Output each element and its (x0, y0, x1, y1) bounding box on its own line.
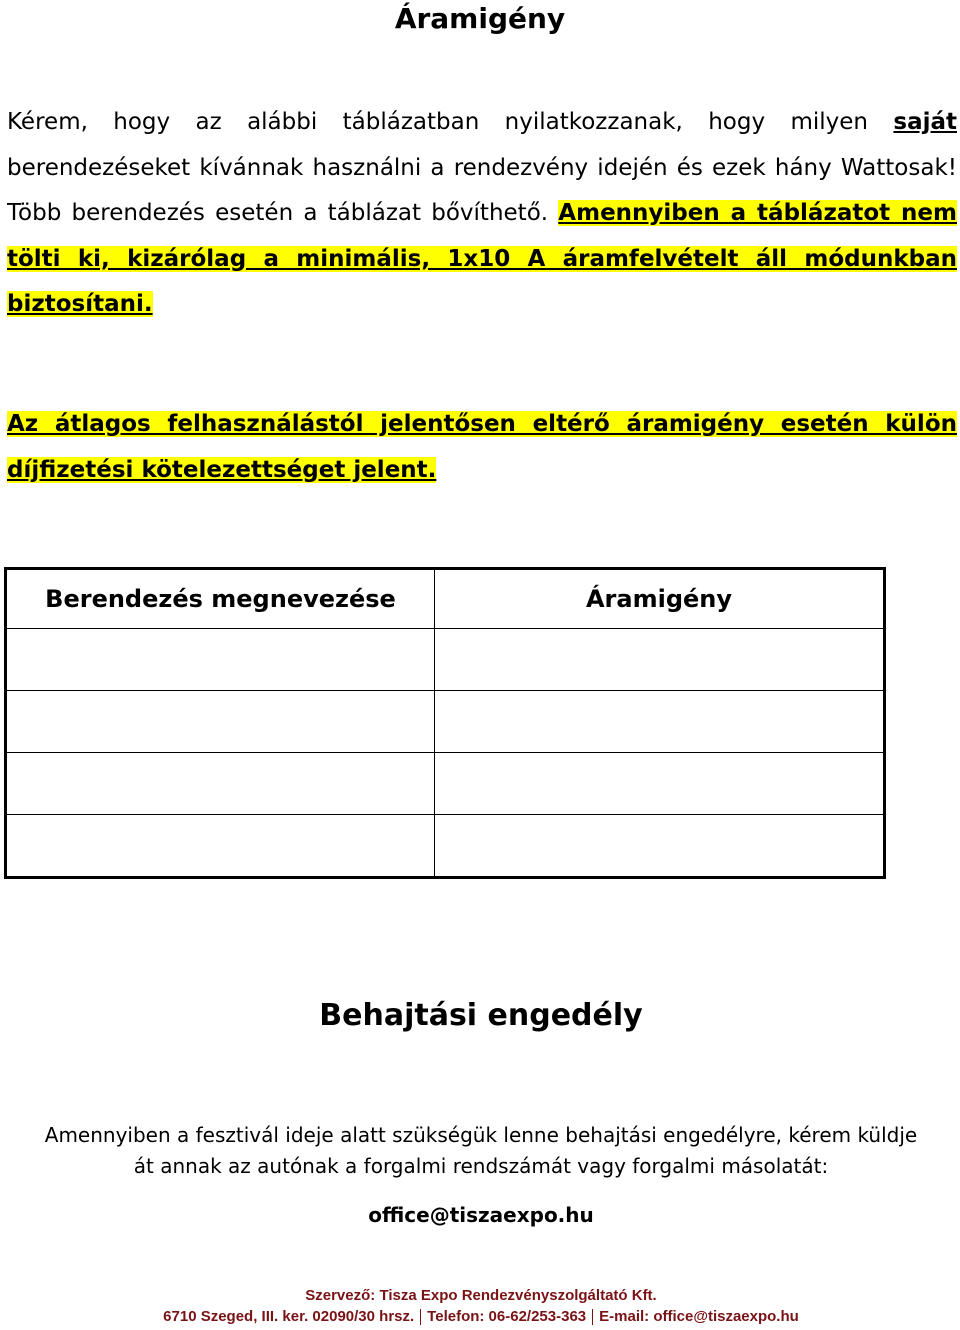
table-row (6, 629, 885, 691)
header-power-demand: Áramigény (435, 569, 885, 629)
footer-organizer: Szervező: Tisza Expo Rendezvényszolgáltató Kft. (305, 1287, 657, 1304)
table-cell-equipment[interactable] (6, 691, 435, 753)
intro-highlighted-warning: Amennyiben a táblázatot nem tölti ki, kizárólag a minimális, 1x10 A áramfelvételt áll módunkban biztosítani. (7, 200, 957, 317)
footer-phone: Telefon: 06-62/253-363 (427, 1308, 587, 1325)
footer-separator (592, 1309, 593, 1325)
table-header-row (6, 569, 885, 629)
permit-title: Behajtási engedély (319, 998, 643, 1033)
table-row (6, 691, 885, 753)
footer-email[interactable]: E-mail: office@tiszaexpo.hu (599, 1308, 799, 1325)
permit-line-1: Amennyiben a fesztivál ideje alatt szükségük lenne behajtási engedélyre, kérem küldje (44, 1123, 918, 1147)
intro-text-after: berendezéseket kívánnak használni a rendezvény idején és ezek hány Wattosak! Több berendezés esetén a táblázat bővíthető. (7, 154, 957, 226)
table-cell-equipment[interactable] (6, 815, 435, 878)
footer-contact-line (0, 1308, 960, 1325)
header-equipment-name: Berendezés megnevezése (6, 569, 435, 629)
table-row (6, 815, 885, 878)
intro-paragraph (7, 100, 957, 328)
table-cell-equipment[interactable] (6, 629, 435, 691)
notice-highlighted-text: Az átlagos felhasználástól jelentősen eltérő áramigény esetén külön díjfizetési kötelezettséget jelent. (7, 411, 957, 483)
table-cell-power[interactable] (435, 691, 885, 753)
footer-separator (420, 1309, 421, 1325)
equipment-table (4, 567, 886, 879)
permit-text (0, 1120, 960, 1182)
page-title: Áramigény (394, 2, 566, 35)
table-row (6, 753, 885, 815)
intro-underlined-word: saját (893, 109, 957, 135)
notice-paragraph (7, 402, 957, 493)
permit-line-2: át annak az autónak a forgalmi rendszámát vagy forgalmi másolatát: (133, 1154, 829, 1178)
table-cell-power[interactable] (435, 629, 885, 691)
table-cell-power[interactable] (435, 815, 885, 878)
table-cell-equipment[interactable] (6, 753, 435, 815)
table-cell-power[interactable] (435, 753, 885, 815)
intro-text-before: Kérem, hogy az alábbi táblázatban nyilatkozzanak, hogy milyen (7, 109, 894, 135)
contact-email[interactable]: office@tiszaexpo.hu (368, 1203, 594, 1227)
footer-address: 6710 Szeged, III. ker. 02090/30 hrsz. (163, 1308, 415, 1325)
